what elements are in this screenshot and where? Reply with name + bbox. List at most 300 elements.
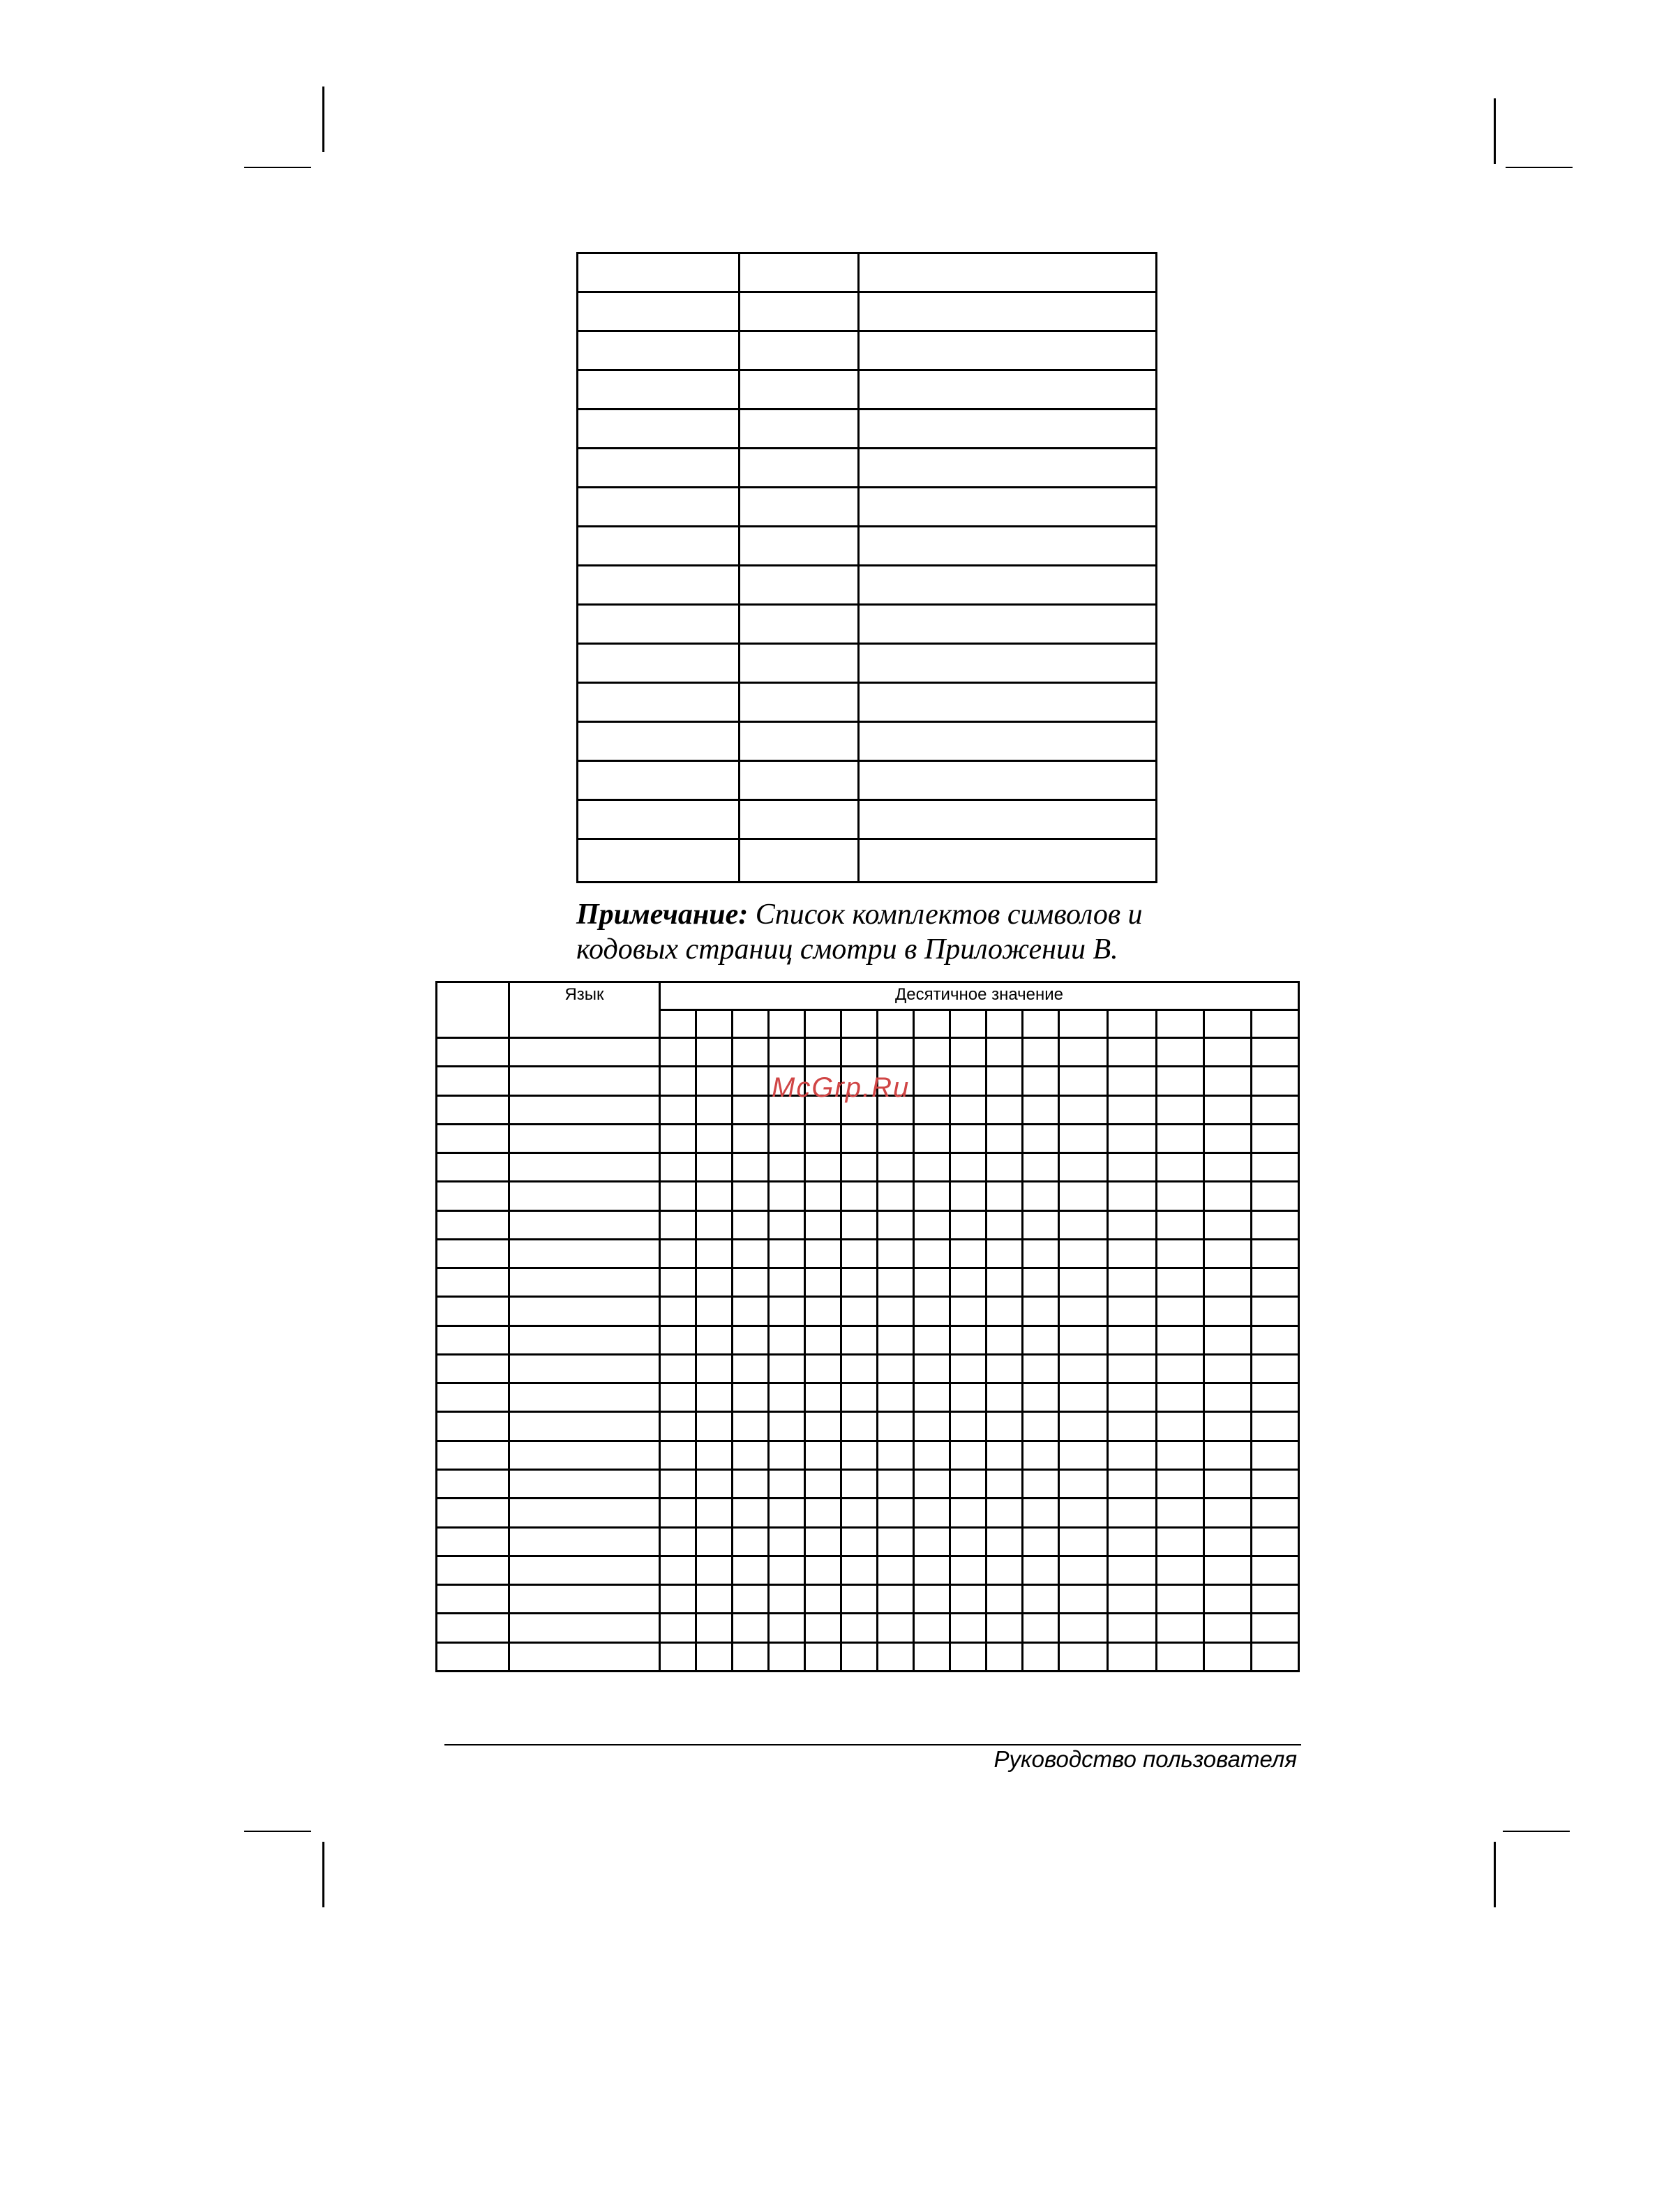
table-cell [733, 1354, 769, 1383]
table-cell [578, 605, 740, 644]
table-cell [660, 1469, 696, 1498]
table-cell [578, 488, 740, 527]
table-cell [740, 761, 859, 800]
table-cell [987, 1383, 1023, 1412]
table-cell [841, 1556, 878, 1584]
table-cell [1157, 1210, 1204, 1239]
table-cell [950, 1297, 987, 1326]
table-cell [1108, 1441, 1157, 1469]
table-cell [841, 1268, 878, 1297]
decimal-subheader-cell [1252, 1010, 1299, 1038]
table-cell [859, 331, 1157, 370]
table-cell [1108, 1067, 1157, 1095]
table-cell [1023, 1095, 1059, 1124]
table-cell [578, 839, 740, 883]
table-cell [578, 566, 740, 605]
table-cell [660, 1095, 696, 1124]
table-cell [841, 1182, 878, 1210]
table-cell [733, 1527, 769, 1556]
table-cell [914, 1585, 950, 1614]
table-cell [805, 1326, 841, 1354]
table-cell [733, 1441, 769, 1469]
table-cell [950, 1412, 987, 1441]
table-cell [1059, 1585, 1108, 1614]
table-cell [878, 1210, 914, 1239]
table-cell [1204, 1095, 1252, 1124]
table-cell [1252, 1499, 1299, 1527]
table-cell [950, 1441, 987, 1469]
table-row [437, 1182, 1299, 1210]
table-row [437, 1642, 1299, 1671]
table-cell [509, 1383, 660, 1412]
table-cell [740, 292, 859, 331]
table-cell [437, 1239, 509, 1268]
table-cell [733, 1614, 769, 1642]
table-cell [769, 1527, 805, 1556]
table-cell [1157, 1354, 1204, 1383]
table-cell [859, 370, 1157, 410]
table-cell [769, 1326, 805, 1354]
table-cell [437, 1153, 509, 1182]
table-cell [1023, 1210, 1059, 1239]
table-cell [696, 1441, 733, 1469]
table-cell [841, 1441, 878, 1469]
crop-mark [322, 1842, 324, 1907]
table-cell [578, 683, 740, 722]
table-cell [914, 1182, 950, 1210]
table-cell [696, 1239, 733, 1268]
table-cell [1157, 1038, 1204, 1067]
note-line-2: кодовых страниц смотри в Приложении B. [576, 933, 1118, 966]
table-cell [578, 370, 740, 410]
decimal-value-header: Десятичное значение [660, 982, 1299, 1010]
table-cell [437, 1038, 509, 1067]
table-row [437, 1469, 1299, 1498]
table-row [437, 1412, 1299, 1441]
table-row [437, 1239, 1299, 1268]
table-row [578, 253, 1157, 292]
table-cell [1023, 1182, 1059, 1210]
table-cell [740, 722, 859, 761]
table-cell [578, 644, 740, 683]
table-cell [841, 1153, 878, 1182]
table-row [578, 722, 1157, 761]
table-cell [769, 1383, 805, 1412]
table-cell [696, 1556, 733, 1584]
table-cell [805, 1441, 841, 1469]
table-cell [878, 1297, 914, 1326]
table-cell [437, 1268, 509, 1297]
table-cell [437, 1585, 509, 1614]
table-cell [696, 1153, 733, 1182]
table-cell [1157, 1326, 1204, 1354]
table-cell [1204, 1297, 1252, 1326]
table-cell [509, 1499, 660, 1527]
table-cell [987, 1326, 1023, 1354]
table-cell [878, 1153, 914, 1182]
table-cell [660, 1182, 696, 1210]
table-cell [696, 1354, 733, 1383]
table-cell [509, 1441, 660, 1469]
table-cell [1059, 1556, 1108, 1584]
table-cell [914, 1067, 950, 1095]
table-cell [660, 1614, 696, 1642]
table-cell [1204, 1412, 1252, 1441]
table-cell [1157, 1642, 1204, 1671]
table-cell [509, 1210, 660, 1239]
table-cell [1059, 1527, 1108, 1556]
table-cell [769, 1642, 805, 1671]
note-paragraph [576, 897, 1204, 967]
table-cell [841, 1038, 878, 1067]
table-cell [660, 1585, 696, 1614]
decimal-subheader-cell [769, 1010, 805, 1038]
table-cell [1204, 1383, 1252, 1412]
table-cell [1252, 1124, 1299, 1152]
table-cell [914, 1614, 950, 1642]
table-cell [578, 527, 740, 566]
table-cell [769, 1210, 805, 1239]
table-cell [740, 370, 859, 410]
table-cell [1059, 1153, 1108, 1182]
corner-header-cell [437, 982, 509, 1038]
table-cell [859, 449, 1157, 488]
table-cell [733, 1469, 769, 1498]
table-cell [878, 1182, 914, 1210]
table-cell [733, 1038, 769, 1067]
table-cell [740, 253, 859, 292]
table-cell [950, 1383, 987, 1412]
footer-rule [444, 1744, 1301, 1745]
table-cell [841, 1326, 878, 1354]
decimal-subheader-cell [1059, 1010, 1108, 1038]
table-cell [859, 761, 1157, 800]
table-cell [437, 1614, 509, 1642]
table-cell [950, 1210, 987, 1239]
table-cell [696, 1527, 733, 1556]
table-cell [1059, 1297, 1108, 1326]
table-cell [769, 1153, 805, 1182]
table-cell [733, 1412, 769, 1441]
table-cell [987, 1124, 1023, 1152]
table-cell [987, 1354, 1023, 1383]
table-cell [696, 1038, 733, 1067]
table-cell [859, 644, 1157, 683]
table-cell [1204, 1239, 1252, 1268]
table-cell [660, 1038, 696, 1067]
table-cell [578, 292, 740, 331]
table-cell [740, 839, 859, 883]
table-cell [1059, 1095, 1108, 1124]
table-cell [1252, 1354, 1299, 1383]
table-cell [987, 1441, 1023, 1469]
table-cell [509, 1469, 660, 1498]
table-cell [1108, 1383, 1157, 1412]
table-row [578, 644, 1157, 683]
table-cell [769, 1556, 805, 1584]
table-cell [696, 1642, 733, 1671]
table-cell [769, 1239, 805, 1268]
table-cell [987, 1614, 1023, 1642]
table-cell [1023, 1383, 1059, 1412]
character-set-table [576, 252, 1157, 883]
table-cell [987, 1095, 1023, 1124]
table-cell [1204, 1354, 1252, 1383]
table-cell [859, 488, 1157, 527]
table-cell [578, 331, 740, 370]
table-cell [1157, 1499, 1204, 1527]
table-cell [437, 1383, 509, 1412]
table-cell [509, 1124, 660, 1152]
table-cell [805, 1182, 841, 1210]
table-cell [740, 331, 859, 370]
table-cell [696, 1614, 733, 1642]
table-row [437, 1383, 1299, 1412]
table-cell [578, 800, 740, 839]
table-cell [1059, 1067, 1108, 1095]
table-cell [1059, 1239, 1108, 1268]
table-cell [660, 1210, 696, 1239]
table-cell [1108, 1153, 1157, 1182]
crop-mark [1494, 1842, 1496, 1907]
table-cell [1108, 1326, 1157, 1354]
table-cell [805, 1383, 841, 1412]
table-cell [733, 1182, 769, 1210]
table-cell [733, 1239, 769, 1268]
table-cell [509, 1527, 660, 1556]
table-cell [509, 1585, 660, 1614]
table-cell [805, 1556, 841, 1584]
table-cell [1252, 1297, 1299, 1326]
table-cell [660, 1412, 696, 1441]
table-cell [1252, 1614, 1299, 1642]
decimal-subheader-cell [660, 1010, 696, 1038]
table-cell [878, 1585, 914, 1614]
table-cell [660, 1239, 696, 1268]
table-cell [987, 1412, 1023, 1441]
table-cell [1108, 1642, 1157, 1671]
table-cell [1108, 1499, 1157, 1527]
table-cell [1108, 1556, 1157, 1584]
table-cell [841, 1124, 878, 1152]
table-row [578, 800, 1157, 839]
table-cell [660, 1153, 696, 1182]
table-cell [878, 1441, 914, 1469]
table-cell [1252, 1067, 1299, 1095]
table-cell [805, 1354, 841, 1383]
table-cell [1252, 1383, 1299, 1412]
table-cell [1108, 1585, 1157, 1614]
language-header: Язык [509, 982, 660, 1038]
table-cell [878, 1124, 914, 1152]
table-cell [769, 1268, 805, 1297]
table-cell [1023, 1441, 1059, 1469]
table-cell [914, 1556, 950, 1584]
table-cell [1023, 1354, 1059, 1383]
table-cell [987, 1297, 1023, 1326]
table-cell [1023, 1642, 1059, 1671]
table-cell [437, 1642, 509, 1671]
table-cell [805, 1210, 841, 1239]
table-cell [740, 644, 859, 683]
table-cell [950, 1268, 987, 1297]
table-cell [1108, 1469, 1157, 1498]
table-cell [1204, 1441, 1252, 1469]
table-cell [914, 1268, 950, 1297]
table-cell [950, 1642, 987, 1671]
table-row [437, 1153, 1299, 1182]
table-cell [733, 1499, 769, 1527]
table-cell [987, 1556, 1023, 1584]
table-cell [509, 1297, 660, 1326]
table-cell [1204, 1642, 1252, 1671]
table-cell [578, 722, 740, 761]
table-cell [841, 1210, 878, 1239]
table-cell [437, 1124, 509, 1152]
table-cell [696, 1210, 733, 1239]
table-cell [696, 1383, 733, 1412]
table-cell [660, 1441, 696, 1469]
table-cell [437, 1182, 509, 1210]
table-cell [769, 1412, 805, 1441]
table-cell [878, 1354, 914, 1383]
table-cell [841, 1499, 878, 1527]
table-cell [1204, 1527, 1252, 1556]
table-cell [769, 1124, 805, 1152]
table-cell [914, 1527, 950, 1556]
table-cell [1108, 1297, 1157, 1326]
footer-title: Руководство пользователя [993, 1746, 1297, 1772]
table-cell [1023, 1585, 1059, 1614]
table-cell [740, 800, 859, 839]
table-cell [733, 1642, 769, 1671]
table-cell [950, 1038, 987, 1067]
table-cell [1108, 1095, 1157, 1124]
table-cell [437, 1499, 509, 1527]
decimal-subheader-cell [1108, 1010, 1157, 1038]
table-cell [509, 1326, 660, 1354]
table-cell [1059, 1124, 1108, 1152]
table-cell [841, 1527, 878, 1556]
table-cell [769, 1182, 805, 1210]
table-cell [841, 1614, 878, 1642]
decimal-subheader-cell [878, 1010, 914, 1038]
table-cell [1108, 1354, 1157, 1383]
table-cell [769, 1038, 805, 1067]
table-cell [733, 1383, 769, 1412]
note-line-1: Список комплектов символов и [755, 899, 1143, 931]
table-cell [859, 292, 1157, 331]
table-cell [1108, 1268, 1157, 1297]
table-cell [437, 1297, 509, 1326]
table-cell [805, 1412, 841, 1441]
table-cell [437, 1441, 509, 1469]
table-cell [740, 683, 859, 722]
table-row [578, 331, 1157, 370]
table-cell [696, 1326, 733, 1354]
table-row [578, 292, 1157, 331]
decimal-subheader-cell [841, 1010, 878, 1038]
crop-mark [1503, 1831, 1570, 1832]
table-cell [914, 1499, 950, 1527]
table-cell [987, 1210, 1023, 1239]
table-cell [859, 800, 1157, 839]
table-cell [437, 1469, 509, 1498]
table-cell [660, 1297, 696, 1326]
table-cell [733, 1153, 769, 1182]
table-cell [914, 1469, 950, 1498]
decimal-subheader-cell [805, 1010, 841, 1038]
table-cell [660, 1527, 696, 1556]
table-cell [733, 1095, 769, 1124]
table-row [437, 1354, 1299, 1383]
table-cell [859, 839, 1157, 883]
table-cell [950, 1354, 987, 1383]
table-cell [950, 1124, 987, 1152]
table-cell [1252, 1527, 1299, 1556]
table-cell [769, 1441, 805, 1469]
table-cell [1023, 1153, 1059, 1182]
table-cell [437, 1095, 509, 1124]
table-cell [1204, 1556, 1252, 1584]
table-cell [660, 1268, 696, 1297]
decimal-subheader-cell [914, 1010, 950, 1038]
table-cell [578, 761, 740, 800]
table-cell [841, 1469, 878, 1498]
table-cell [1023, 1297, 1059, 1326]
table-cell [987, 1585, 1023, 1614]
table-cell [696, 1067, 733, 1095]
note-label: Примечание: [576, 899, 749, 931]
table-cell [805, 1585, 841, 1614]
table-cell [437, 1210, 509, 1239]
table-cell [660, 1067, 696, 1095]
table-cell [1059, 1354, 1108, 1383]
table-cell [1059, 1326, 1108, 1354]
table-cell [805, 1297, 841, 1326]
table-cell [578, 449, 740, 488]
table-cell [769, 1499, 805, 1527]
table-cell [696, 1095, 733, 1124]
table-cell [1023, 1614, 1059, 1642]
table-cell [1204, 1614, 1252, 1642]
table-cell [733, 1124, 769, 1152]
table-row [578, 370, 1157, 410]
table-cell [1108, 1038, 1157, 1067]
table-row [578, 488, 1157, 527]
table-cell [1157, 1239, 1204, 1268]
table-cell [914, 1239, 950, 1268]
table-cell [805, 1153, 841, 1182]
table-row [437, 1210, 1299, 1239]
crop-mark [322, 87, 324, 152]
table-cell [1204, 1124, 1252, 1152]
table-cell [878, 1239, 914, 1268]
table-cell [1204, 1326, 1252, 1354]
table-cell [987, 1038, 1023, 1067]
table-cell [1252, 1326, 1299, 1354]
table-cell [914, 1326, 950, 1354]
table-cell [841, 1412, 878, 1441]
table-cell [660, 1124, 696, 1152]
table-cell [696, 1124, 733, 1152]
table-cell [805, 1527, 841, 1556]
decimal-subheader-cell [733, 1010, 769, 1038]
table-cell [509, 1556, 660, 1584]
table-cell [859, 566, 1157, 605]
table-cell [914, 1038, 950, 1067]
decimal-subheader-cell [1157, 1010, 1204, 1038]
